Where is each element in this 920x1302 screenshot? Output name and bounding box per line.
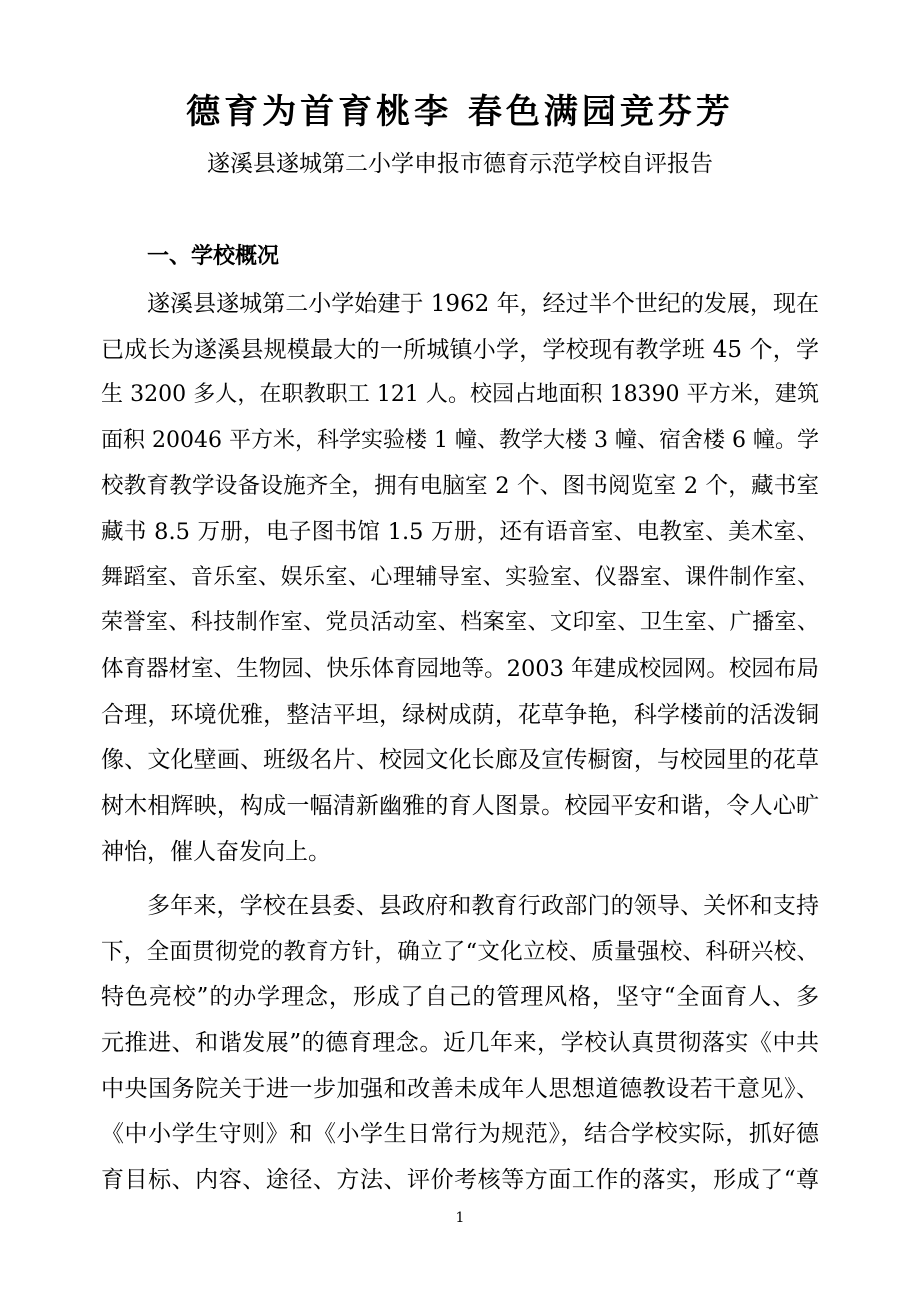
section-heading: 一、学校概况 [147, 243, 280, 269]
paragraph-line: 舞蹈室、音乐室、娱乐室、心理辅导室、实验室、仪器室、课件制作室、 [101, 565, 819, 590]
paragraph-line: 遂溪县遂城第二小学始建于 1962 年，经过半个世纪的发展，现在 [147, 291, 819, 317]
paragraph-line: 特色亮校”的办学理念，形成了自己的管理风格，坚守“全面育人、多 [101, 984, 819, 1010]
document-subtitle: 遂溪县遂城第二小学申报市德育示范学校自评报告 [207, 151, 713, 177]
paragraph-line: 已成长为遂溪县规模最大的一所城镇小学，学校现有教学班 45 个，学 [101, 337, 819, 363]
paragraph-line: 藏书 8.5 万册，电子图书馆 1.5 万册，还有语音室、电教室、美术室、 [101, 519, 819, 545]
paragraph-line: 神怡，催人奋发向上。 [101, 839, 331, 865]
paragraph-line: 体育器材室、生物园、快乐体育园地等。2003 年建成校园网。校园布局 [101, 656, 819, 682]
paragraph-line: 面积 20046 平方米，科学实验楼 1 幢、教学大楼 3 幢、宿舍楼 6 幢。学 [101, 428, 819, 453]
paragraph-line: 像、文化壁画、班级名片、校园文化长廊及宣传橱窗，与校园里的花草 [101, 747, 819, 773]
paragraph-line: 多年来，学校在县委、县政府和教育行政部门的领导、关怀和支持 [147, 893, 819, 919]
paragraph-line: 校教育教学设备设施齐全，拥有电脑室 2 个、图书阅览室 2 个，藏书室 [101, 473, 819, 499]
paragraph-line: 中央国务院关于进一步加强和改善未成年人思想道德教设若干意见》、 [101, 1076, 819, 1102]
paragraph-line: 荣誉室、科技制作室、党员活动室、档案室、文印室、卫生室、广播室、 [101, 610, 819, 635]
paragraph-line: 《中小学生守则》和《小学生日常行为规范》，结合学校实际，抓好德 [101, 1121, 819, 1147]
paragraph-line: 下，全面贯彻党的教育方针，确立了“文化立校、质量强校、科研兴校、 [101, 939, 819, 965]
paragraph-line: 生 3200 多人，在职教职工 121 人。校园占地面积 18390 平方米，建筑 [101, 382, 819, 407]
document-title: 德育为首育桃李 春色满园竞芬芳 [186, 92, 734, 132]
paragraph-line: 元推进、和谐发展”的德育理念。近几年来，学校认真贯彻落实《中共 [101, 1030, 819, 1056]
page-number: 1 [455, 1210, 465, 1226]
paragraph-line: 合理，环境优雅，整洁平坦，绿树成荫，花草争艳，科学楼前的活泼铜 [101, 702, 819, 728]
paragraph-line: 树木相辉映，构成一幅清新幽雅的育人图景。校园平安和谐，令人心旷 [101, 793, 819, 819]
paragraph-line: 育目标、内容、途径、方法、评价考核等方面工作的落实，形成了“尊 [101, 1167, 819, 1193]
